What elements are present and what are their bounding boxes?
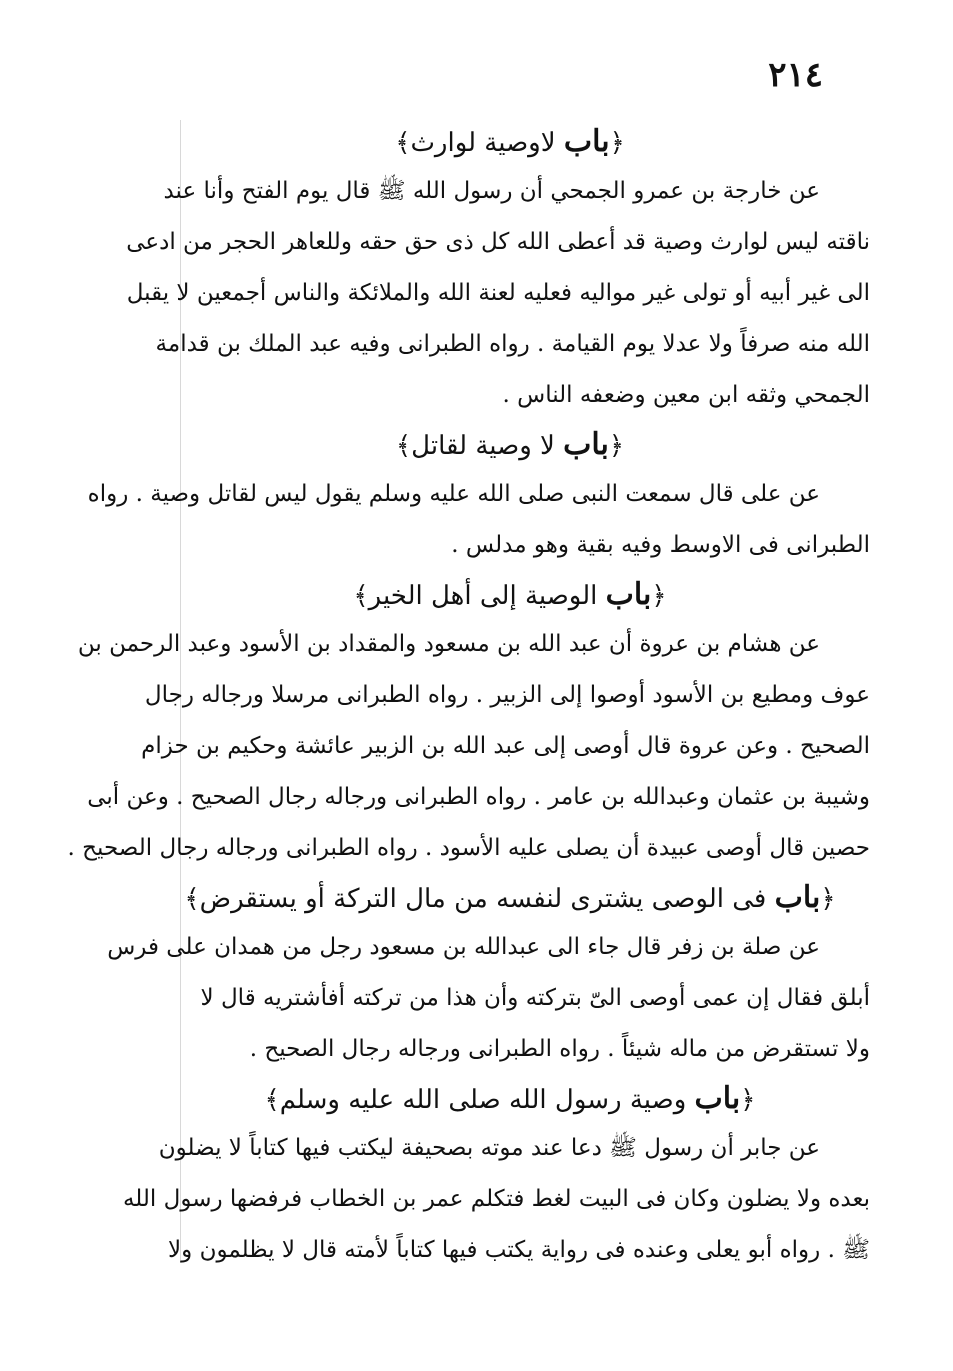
text-line: الجمحي وثقه ابن معين وضعفه الناس . xyxy=(502,382,870,408)
heading-open-bracket: ﴿ xyxy=(609,128,625,158)
section-paragraph xyxy=(126,166,870,421)
heading-title: لاوصية لوارث xyxy=(410,128,556,158)
heading-title: فى الوصى يشترى لنفسه من مال التركة أو يستقرض xyxy=(199,884,767,914)
section-paragraph xyxy=(67,619,870,874)
heading-open-bracket: ﴿ xyxy=(608,431,625,461)
text-line: الله منه صرفاً ولا عدلا يوم القيامة . رواه الطبرانى وفيه عبد الملك بن قدامة xyxy=(155,331,870,357)
section-heading xyxy=(150,118,870,166)
heading-open-bracket: ﴿ xyxy=(820,884,836,914)
text-line: الصحيح . وعن عروة قال أوصى إلى عبد الله بن الزبير عائشة وحكيم بن حزام xyxy=(141,733,870,759)
heading-close-bracket: ﴾ xyxy=(395,431,412,461)
heading-bab-label: باب xyxy=(605,577,652,612)
text-line: بعده ولا يضلون وكان فى البيت لغط فتكلم عمر بن الخطاب فرفضها رسول الله xyxy=(122,1186,870,1212)
text-line: عن خارجة بن عمرو الجمحي أن رسول الله ﷺ قال يوم الفتح وأنا عند xyxy=(163,178,820,204)
text-line: عن هشام بن عروة أن عبد الله بن مسعود والمقداد بن الأسود وعبد الرحمن بن xyxy=(77,631,820,657)
heading-bab-label: باب xyxy=(563,427,609,462)
text-line: حصين قال أوصى عبيدة أن يصلى عليه الأسود . رواه الطبرانى ورجاله رجال الصحيح . xyxy=(67,835,870,861)
text-line: عن صلة بن زفر قال جاء الى عبدالله بن مسعود رجل من همدان على فرس xyxy=(107,934,820,960)
heading-bab-label: باب xyxy=(694,1081,741,1116)
page-body xyxy=(67,118,870,1276)
text-line: الطبرانى فى الاوسط وفيه بقية وهو مدلس . xyxy=(451,532,870,558)
section-paragraph xyxy=(122,1123,870,1276)
text-line: أبلق فقال إن عمى أوصى الىّ بتركته وأن هذا من تركته أفأشتريه قال لا xyxy=(200,985,870,1011)
heading-open-bracket: ﴿ xyxy=(740,1085,756,1115)
heading-title: الوصية إلى أهل الخير xyxy=(368,581,598,611)
heading-open-bracket: ﴿ xyxy=(651,581,667,611)
section-heading xyxy=(150,421,870,469)
heading-close-bracket: ﴾ xyxy=(264,1085,280,1115)
heading-title: لا وصية لقاتل xyxy=(411,431,555,461)
section-heading xyxy=(150,874,870,922)
heading-bab-label: باب xyxy=(774,880,821,915)
section-paragraph xyxy=(87,469,870,571)
heading-title: وصية رسول الله صلى الله عليه وسلم xyxy=(279,1085,687,1115)
heading-close-bracket: ﴾ xyxy=(395,128,411,158)
text-line: ناقته ليس لوارث وصية قد أعطى الله كل ذى حق حقه وللعاهر الحجر من ادعى xyxy=(126,229,870,255)
heading-bab-label: باب xyxy=(563,124,610,159)
text-line: عن جابر أن رسول ﷺ دعا عند موته بصحيفة ليكتب فيها كتاباً لا يضلون xyxy=(158,1135,820,1161)
section-paragraph xyxy=(107,922,870,1075)
text-line: الى غير أبيه أو تولى غير مواليه فعليه لعنة الله والملائكة والناس أجمعين لا يقبل xyxy=(126,280,870,306)
text-line: ولا تستقرض من ماله شيئاً . رواه الطبرانى ورجاله رجال الصحيح . xyxy=(249,1036,870,1062)
section-heading xyxy=(150,1075,870,1123)
text-line: عن على قال سمعت النبى صلى الله عليه وسلم يقول ليس لقاتل وصية . رواه xyxy=(87,481,820,507)
text-line: وشيبة بن عثمان وعبدالله بن عامر . رواه الطبرانى ورجاله رجال الصحيح . وعن أبى xyxy=(87,784,870,810)
text-line: ﷺ . رواه أبو يعلى وعنده فى رواية يكتب فيها كتاباً لأمته قال لا يظلمون ولا xyxy=(168,1237,870,1263)
heading-close-bracket: ﴾ xyxy=(184,884,200,914)
heading-close-bracket: ﴾ xyxy=(353,581,369,611)
section-heading xyxy=(150,571,870,619)
page-number: ٢١٤ xyxy=(768,55,823,95)
text-line: عوف ومطيع بن الأسود أوصوا إلى الزبير . رواه الطبرانى مرسلا ورجاله رجال xyxy=(144,682,870,708)
